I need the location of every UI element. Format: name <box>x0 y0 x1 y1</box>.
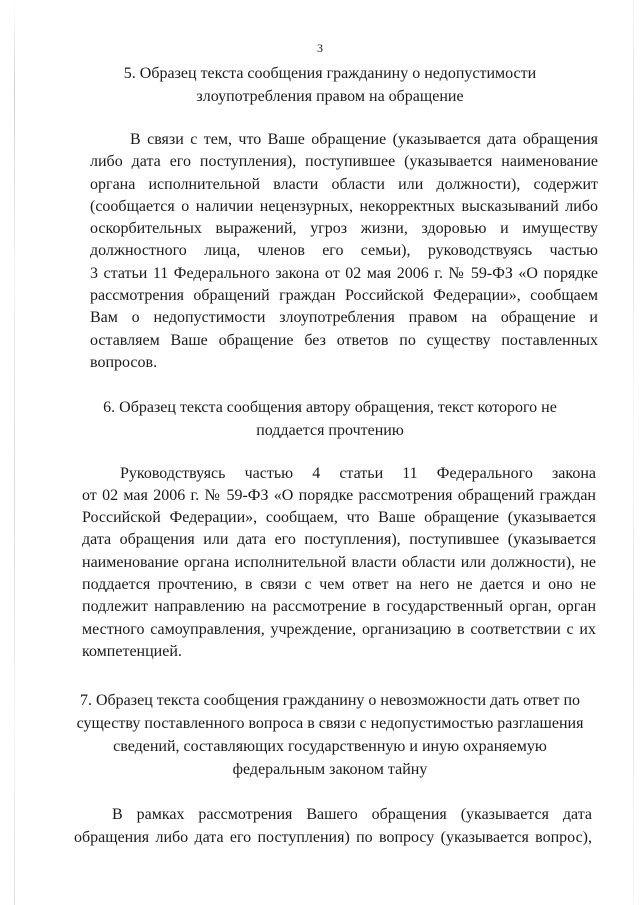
section-7-heading-line-2: существу поставленного вопроса в связи с недопустимостью разглашения <box>76 715 584 732</box>
section-5-paragraph-line-3: органа исполнительной власти области или должности), содержит <box>90 176 598 193</box>
section-6-paragraph-line-2: от 02 мая 2006 г. № 59-ФЗ «О порядке рассмотрения обращений граждан <box>82 487 596 504</box>
section-7-heading-line-4: федеральным законом тайну <box>232 761 428 778</box>
section-5-paragraph-line-10: оставляем Ваше обращение без ответов по существу поставленных <box>90 332 598 349</box>
section-5-paragraph-line-1: В связи с тем, что Ваше обращение (указывается дата обращения <box>130 131 598 148</box>
section-6-heading-line-1: 6. Образец текста сообщения автору обращения, текст которого не <box>103 399 557 416</box>
section-6-paragraph-line-4: дата обращения или дата его поступления), поступившее (указывается <box>82 531 596 548</box>
section-6-paragraph-line-3: Российской Федерации», сообщаем, что Ваше обращение (указывается <box>82 509 596 526</box>
section-7-heading-line-1: 7. Образец текста сообщения гражданину о невозможности дать ответ по <box>79 692 581 709</box>
page-number: 3 <box>317 41 323 55</box>
section-5-paragraph-line-9: Вам о недопустимости злоупотребления правом на обращение и <box>90 309 598 326</box>
section-5-paragraph-line-2: либо дата его поступления), поступившее (указывается наименование <box>90 153 598 170</box>
section-7-paragraph-line-2: обращения либо дата его поступления) по вопросу (указывается вопрос), <box>74 829 592 846</box>
section-5-paragraph-line-7: 3 статьи 11 Федерального закона от 02 мая 2006 г. № 59-ФЗ «О порядке <box>90 265 598 282</box>
section-6-paragraph-line-9: компетенцией. <box>82 643 182 660</box>
section-5-paragraph-line-5: оскорбительных выражений, угроз жизни, здоровью и имуществу <box>90 220 598 237</box>
section-5-heading-line-2: злоупотребления правом на обращение <box>196 88 464 105</box>
section-7-heading-line-3: сведений, составляющих государственную и иную охраняемую <box>113 738 547 755</box>
section-6-paragraph-line-6: поддается прочтению, в связи с чем ответ на него не дается и оно не <box>82 576 596 593</box>
section-5-paragraph-line-11: вопросов. <box>90 354 158 371</box>
scan-edge-left <box>14 0 15 905</box>
section-5-paragraph-line-8: рассмотрения обращений граждан Российской Федерации», сообщаем <box>90 287 598 304</box>
section-5-paragraph-line-4: (сообщается о наличии нецензурных, некорректных высказываний либо <box>90 198 598 215</box>
scan-edge-right <box>633 0 634 905</box>
section-6-paragraph-line-5: наименование органа исполнительной власти области или должности), не <box>82 554 596 571</box>
section-6-paragraph-line-1: Руководствуясь частью 4 статьи 11 Федерального закона <box>120 465 596 482</box>
section-7-paragraph-line-1: В рамках рассмотрения Вашего обращения (указывается дата <box>112 806 592 823</box>
section-6-heading-line-2: поддается прочтению <box>256 422 404 439</box>
section-6-paragraph-line-7: подлежит направлению на рассмотрение в государственный орган, орган <box>82 598 596 615</box>
section-5-heading-line-1: 5. Образец текста сообщения гражданину о недопустимости <box>123 65 537 82</box>
section-5-paragraph-line-6: должностного лица, членов его семьи), руководствуясь частью <box>90 242 598 259</box>
section-6-paragraph-line-8: местного самоуправления, учреждение, организацию в соответствии с их <box>82 621 596 638</box>
